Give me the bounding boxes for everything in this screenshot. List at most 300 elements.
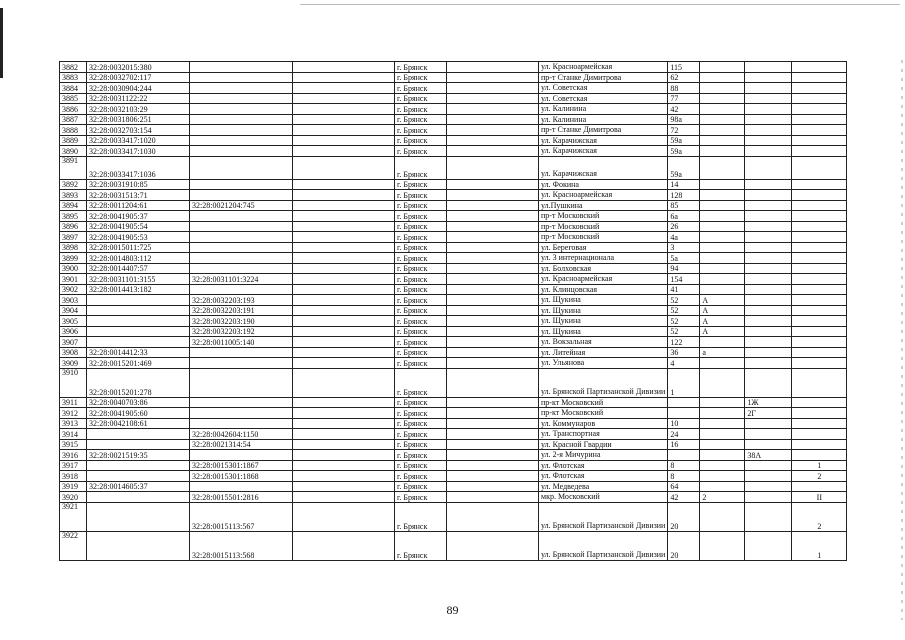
house-number-cell: 5а — [668, 253, 700, 264]
building-letter-cell — [700, 439, 745, 450]
row-number-cell: 3916 — [60, 450, 87, 461]
row-number-cell: 3922 — [60, 531, 87, 560]
building-cell — [745, 492, 792, 503]
city-cell: г. Брянск — [395, 190, 447, 201]
empty-cell — [447, 471, 539, 482]
room-cell — [792, 368, 847, 397]
city-cell: г. Брянск — [395, 93, 447, 104]
street-cell: ул. Щукина — [539, 295, 668, 306]
empty-cell — [447, 211, 539, 222]
table-row — [60, 284, 847, 295]
cadastral-number-cell: 32:28:0032702:117 — [87, 72, 190, 83]
building-letter-cell — [700, 471, 745, 482]
table-row — [60, 408, 847, 419]
cadastral-number-cell: 32:28:0015201:278 — [87, 368, 190, 397]
building-cell — [745, 274, 792, 285]
table-row — [60, 114, 847, 125]
parent-cadastral-number-cell — [190, 347, 293, 358]
parent-cadastral-number-cell: 32:28:0015301:1868 — [190, 471, 293, 482]
parent-cadastral-number-cell — [190, 156, 293, 179]
empty-cell — [293, 358, 395, 369]
street-cell: ул. Транспортная — [539, 429, 668, 440]
house-number-cell: 59а — [668, 135, 700, 146]
house-number-cell: 36 — [668, 347, 700, 358]
empty-cell — [293, 190, 395, 201]
room-cell: 2 — [792, 471, 847, 482]
empty-cell — [447, 221, 539, 232]
cadastral-number-cell — [87, 326, 190, 337]
parent-cadastral-number-cell — [190, 114, 293, 125]
building-letter-cell — [700, 368, 745, 397]
cadastral-number-cell — [87, 471, 190, 482]
house-number-cell: 122 — [668, 337, 700, 348]
table-row — [60, 263, 847, 274]
city-cell: г. Брянск — [395, 114, 447, 125]
table-row — [60, 179, 847, 190]
street-cell: пр-т Московский — [539, 221, 668, 232]
building-cell — [745, 72, 792, 83]
house-number-cell: 72 — [668, 125, 700, 136]
room-cell — [792, 429, 847, 440]
building-letter-cell: А — [700, 326, 745, 337]
room-cell — [792, 305, 847, 316]
empty-cell — [293, 397, 395, 408]
empty-cell — [293, 232, 395, 243]
table-row — [60, 305, 847, 316]
empty-cell — [293, 83, 395, 94]
city-cell: г. Брянск — [395, 531, 447, 560]
street-cell: пр-т Станке Димитрова — [539, 125, 668, 136]
city-cell: г. Брянск — [395, 368, 447, 397]
table-row — [60, 135, 847, 146]
cadastral-number-cell: 32:28:0030904:244 — [87, 83, 190, 94]
building-letter-cell — [700, 450, 745, 461]
city-cell: г. Брянск — [395, 135, 447, 146]
row-number-cell: 3909 — [60, 358, 87, 369]
building-letter-cell — [700, 418, 745, 429]
cadastral-number-cell: 32:28:0041905:60 — [87, 408, 190, 419]
house-number-cell: 52 — [668, 305, 700, 316]
empty-cell — [447, 418, 539, 429]
room-cell — [792, 62, 847, 73]
building-letter-cell — [700, 200, 745, 211]
empty-cell — [293, 93, 395, 104]
parent-cadastral-number-cell — [190, 221, 293, 232]
parent-cadastral-number-cell: 32:28:0015113:567 — [190, 502, 293, 531]
building-cell — [745, 253, 792, 264]
building-letter-cell — [700, 253, 745, 264]
empty-cell — [447, 114, 539, 125]
room-cell: II — [792, 492, 847, 503]
row-number-cell: 3891 — [60, 156, 87, 179]
parent-cadastral-number-cell — [190, 358, 293, 369]
building-cell — [745, 190, 792, 201]
table-row — [60, 502, 847, 531]
building-cell — [745, 156, 792, 179]
row-number-cell: 3918 — [60, 471, 87, 482]
parent-cadastral-number-cell — [190, 232, 293, 243]
empty-cell — [293, 104, 395, 115]
building-letter-cell — [700, 93, 745, 104]
parent-cadastral-number-cell: 32:28:0015301:1867 — [190, 460, 293, 471]
city-cell: г. Брянск — [395, 179, 447, 190]
empty-cell — [293, 460, 395, 471]
cadastral-number-cell: 32:28:0021519:35 — [87, 450, 190, 461]
cadastral-number-cell — [87, 305, 190, 316]
house-number-cell — [668, 408, 700, 419]
building-letter-cell — [700, 460, 745, 471]
building-cell — [745, 295, 792, 306]
cadastral-number-cell: 32:28:0040703:86 — [87, 397, 190, 408]
row-number-cell: 3914 — [60, 429, 87, 440]
city-cell: г. Брянск — [395, 502, 447, 531]
row-number-cell: 3894 — [60, 200, 87, 211]
house-number-cell: 94 — [668, 263, 700, 274]
empty-cell — [293, 179, 395, 190]
empty-cell — [447, 156, 539, 179]
building-cell — [745, 284, 792, 295]
empty-cell — [293, 429, 395, 440]
house-number-cell — [668, 450, 700, 461]
building-cell — [745, 368, 792, 397]
empty-cell — [447, 347, 539, 358]
cadastral-number-cell — [87, 502, 190, 531]
parent-cadastral-number-cell — [190, 368, 293, 397]
row-number-cell: 3915 — [60, 439, 87, 450]
empty-cell — [447, 146, 539, 157]
empty-cell — [293, 305, 395, 316]
building-cell — [745, 125, 792, 136]
parent-cadastral-number-cell: 32:28:0042604:1150 — [190, 429, 293, 440]
cadastral-number-cell: 32:28:0014407:57 — [87, 263, 190, 274]
table-row — [60, 83, 847, 94]
building-letter-cell — [700, 221, 745, 232]
room-cell — [792, 125, 847, 136]
table-row — [60, 274, 847, 285]
building-letter-cell — [700, 104, 745, 115]
empty-cell — [293, 439, 395, 450]
house-number-cell: 26 — [668, 221, 700, 232]
table-row — [60, 418, 847, 429]
house-number-cell: 52 — [668, 326, 700, 337]
cadastral-number-cell: 32:28:0033417:1020 — [87, 135, 190, 146]
city-cell: г. Брянск — [395, 200, 447, 211]
building-cell — [745, 460, 792, 471]
table-row — [60, 531, 847, 560]
empty-cell — [293, 408, 395, 419]
city-cell: г. Брянск — [395, 242, 447, 253]
parent-cadastral-number-cell: 32:28:0015501:2816 — [190, 492, 293, 503]
building-cell — [745, 429, 792, 440]
room-cell — [792, 347, 847, 358]
parent-cadastral-number-cell: 32:28:0011005:140 — [190, 337, 293, 348]
room-cell: 2 — [792, 502, 847, 531]
house-number-cell: 8 — [668, 460, 700, 471]
building-letter-cell: А — [700, 316, 745, 327]
cadastral-number-cell — [87, 337, 190, 348]
street-cell: ул. Красноармейская — [539, 274, 668, 285]
table-row — [60, 368, 847, 397]
street-cell: ул. Медведева — [539, 481, 668, 492]
room-cell — [792, 93, 847, 104]
house-number-cell: 52 — [668, 295, 700, 306]
street-cell: ул. Вокзальная — [539, 337, 668, 348]
cadastral-number-cell: 32:28:0032103:29 — [87, 104, 190, 115]
table-row — [60, 460, 847, 471]
building-cell — [745, 135, 792, 146]
room-cell — [792, 156, 847, 179]
empty-cell — [293, 253, 395, 264]
table-row — [60, 295, 847, 306]
house-number-cell: 88 — [668, 83, 700, 94]
row-number-cell: 3901 — [60, 274, 87, 285]
house-number-cell: 42 — [668, 104, 700, 115]
house-number-cell: 16 — [668, 439, 700, 450]
street-cell: ул. Щукина — [539, 305, 668, 316]
empty-cell — [293, 368, 395, 397]
row-number-cell: 3883 — [60, 72, 87, 83]
table-row — [60, 125, 847, 136]
house-number-cell: 6а — [668, 211, 700, 222]
table-row — [60, 347, 847, 358]
city-cell: г. Брянск — [395, 337, 447, 348]
city-cell: г. Брянск — [395, 274, 447, 285]
empty-cell — [293, 284, 395, 295]
building-cell — [745, 347, 792, 358]
city-cell: г. Брянск — [395, 125, 447, 136]
top-rule — [300, 4, 900, 5]
empty-cell — [447, 104, 539, 115]
cadastral-number-cell: 32:28:0031910:85 — [87, 179, 190, 190]
room-cell — [792, 83, 847, 94]
table-row — [60, 471, 847, 482]
cadastral-number-cell: 32:28:0042108:61 — [87, 418, 190, 429]
city-cell: г. Брянск — [395, 408, 447, 419]
city-cell: г. Брянск — [395, 156, 447, 179]
parent-cadastral-number-cell — [190, 104, 293, 115]
house-number-cell: 4а — [668, 232, 700, 243]
building-letter-cell — [700, 125, 745, 136]
building-cell — [745, 337, 792, 348]
room-cell — [792, 481, 847, 492]
empty-cell — [447, 502, 539, 531]
city-cell: г. Брянск — [395, 62, 447, 73]
empty-cell — [447, 125, 539, 136]
building-letter-cell: а — [700, 347, 745, 358]
table-row — [60, 72, 847, 83]
empty-cell — [447, 439, 539, 450]
city-cell: г. Брянск — [395, 450, 447, 461]
room-cell — [792, 200, 847, 211]
room-cell — [792, 114, 847, 125]
street-cell: ул. Ульянова — [539, 358, 668, 369]
empty-cell — [447, 368, 539, 397]
cadastral-number-cell: 32:28:0014413:182 — [87, 284, 190, 295]
house-number-cell: 52 — [668, 316, 700, 327]
empty-cell — [293, 114, 395, 125]
row-number-cell: 3890 — [60, 146, 87, 157]
empty-cell — [447, 531, 539, 560]
room-cell — [792, 221, 847, 232]
row-number-cell: 3905 — [60, 316, 87, 327]
empty-cell — [293, 481, 395, 492]
city-cell: г. Брянск — [395, 146, 447, 157]
parent-cadastral-number-cell — [190, 253, 293, 264]
cadastral-number-cell: 32:28:0014605:37 — [87, 481, 190, 492]
house-number-cell: 85 — [668, 200, 700, 211]
street-cell: ул. Коммунаров — [539, 418, 668, 429]
row-number-cell: 3887 — [60, 114, 87, 125]
room-cell — [792, 179, 847, 190]
room-cell — [792, 232, 847, 243]
empty-cell — [293, 492, 395, 503]
empty-cell — [447, 397, 539, 408]
empty-cell — [293, 450, 395, 461]
street-cell: мкр. Московский — [539, 492, 668, 503]
empty-cell — [293, 72, 395, 83]
table-row — [60, 397, 847, 408]
city-cell: г. Брянск — [395, 305, 447, 316]
row-number-cell: 3921 — [60, 502, 87, 531]
house-number-cell: 20 — [668, 502, 700, 531]
parent-cadastral-number-cell: 32:28:0021204:745 — [190, 200, 293, 211]
empty-cell — [447, 200, 539, 211]
street-cell: ул. Карачижская — [539, 135, 668, 146]
parent-cadastral-number-cell — [190, 72, 293, 83]
street-cell: ул. Щукина — [539, 316, 668, 327]
row-number-cell: 3904 — [60, 305, 87, 316]
building-cell — [745, 179, 792, 190]
room-cell — [792, 135, 847, 146]
parent-cadastral-number-cell — [190, 179, 293, 190]
cadastral-number-cell: 32:28:0015201:469 — [87, 358, 190, 369]
empty-cell — [293, 135, 395, 146]
room-cell — [792, 295, 847, 306]
building-cell — [745, 418, 792, 429]
empty-cell — [447, 358, 539, 369]
table-row — [60, 439, 847, 450]
table-row — [60, 337, 847, 348]
parent-cadastral-number-cell — [190, 284, 293, 295]
parent-cadastral-number-cell — [190, 135, 293, 146]
building-cell: 1Ж — [745, 397, 792, 408]
row-number-cell: 3888 — [60, 125, 87, 136]
row-number-cell: 3882 — [60, 62, 87, 73]
parent-cadastral-number-cell — [190, 93, 293, 104]
row-number-cell: 3898 — [60, 242, 87, 253]
table-row — [60, 211, 847, 222]
row-number-cell: 3892 — [60, 179, 87, 190]
parent-cadastral-number-cell — [190, 190, 293, 201]
table-row — [60, 481, 847, 492]
building-letter-cell — [700, 337, 745, 348]
row-number-cell: 3897 — [60, 232, 87, 243]
building-letter-cell — [700, 211, 745, 222]
parent-cadastral-number-cell: 32:28:0015113:568 — [190, 531, 293, 560]
building-cell — [745, 481, 792, 492]
building-cell: 2Г — [745, 408, 792, 419]
table-row — [60, 326, 847, 337]
building-cell — [745, 221, 792, 232]
house-number-cell: 98а — [668, 114, 700, 125]
cadastral-number-cell — [87, 295, 190, 306]
row-number-cell: 3907 — [60, 337, 87, 348]
table-row — [60, 200, 847, 211]
parent-cadastral-number-cell: 32:28:0032203:192 — [190, 326, 293, 337]
room-cell — [792, 211, 847, 222]
parent-cadastral-number-cell — [190, 263, 293, 274]
row-number-cell: 3906 — [60, 326, 87, 337]
cadastral-number-cell: 32:28:0041905:53 — [87, 232, 190, 243]
row-number-cell: 3910 — [60, 368, 87, 397]
street-cell: ул. Клинцовская — [539, 284, 668, 295]
empty-cell — [447, 83, 539, 94]
building-letter-cell — [700, 62, 745, 73]
parent-cadastral-number-cell — [190, 242, 293, 253]
empty-cell — [447, 179, 539, 190]
cadastral-number-cell: 32:28:0041905:37 — [87, 211, 190, 222]
cadastral-number-cell: 32:28:0031122:22 — [87, 93, 190, 104]
empty-cell — [293, 531, 395, 560]
building-letter-cell — [700, 179, 745, 190]
table-row — [60, 316, 847, 327]
building-letter-cell — [700, 83, 745, 94]
parent-cadastral-number-cell — [190, 83, 293, 94]
building-letter-cell — [700, 263, 745, 274]
parent-cadastral-number-cell — [190, 125, 293, 136]
table-row — [60, 242, 847, 253]
building-cell — [745, 83, 792, 94]
building-cell — [745, 146, 792, 157]
row-number-cell: 3911 — [60, 397, 87, 408]
building-cell — [745, 471, 792, 482]
city-cell: г. Брянск — [395, 284, 447, 295]
street-cell: ул. Красноармейская — [539, 190, 668, 201]
house-number-cell: 10 — [668, 418, 700, 429]
empty-cell — [293, 200, 395, 211]
cadastral-number-cell: 32:28:0014803:112 — [87, 253, 190, 264]
building-cell — [745, 62, 792, 73]
building-cell — [745, 232, 792, 243]
table-row — [60, 358, 847, 369]
empty-cell — [447, 305, 539, 316]
empty-cell — [447, 242, 539, 253]
building-letter-cell — [700, 114, 745, 125]
empty-cell — [447, 408, 539, 419]
empty-cell — [447, 316, 539, 327]
row-number-cell: 3913 — [60, 418, 87, 429]
cadastral-number-cell: 32:28:0031806:251 — [87, 114, 190, 125]
building-letter-cell: 2 — [700, 492, 745, 503]
room-cell — [792, 263, 847, 274]
house-number-cell: 128 — [668, 190, 700, 201]
building-cell — [745, 263, 792, 274]
house-number-cell: 59а — [668, 156, 700, 179]
room-cell — [792, 274, 847, 285]
room-cell — [792, 450, 847, 461]
parent-cadastral-number-cell — [190, 397, 293, 408]
street-cell: ул. Болховская — [539, 263, 668, 274]
empty-cell — [293, 62, 395, 73]
house-number-cell — [668, 397, 700, 408]
cadastral-number-cell: 32:28:0032015:380 — [87, 62, 190, 73]
empty-cell — [293, 347, 395, 358]
street-cell: ул. Красноармейская — [539, 62, 668, 73]
street-cell: ул. Карачижская — [539, 146, 668, 157]
empty-cell — [293, 316, 395, 327]
table-row — [60, 190, 847, 201]
empty-cell — [293, 242, 395, 253]
